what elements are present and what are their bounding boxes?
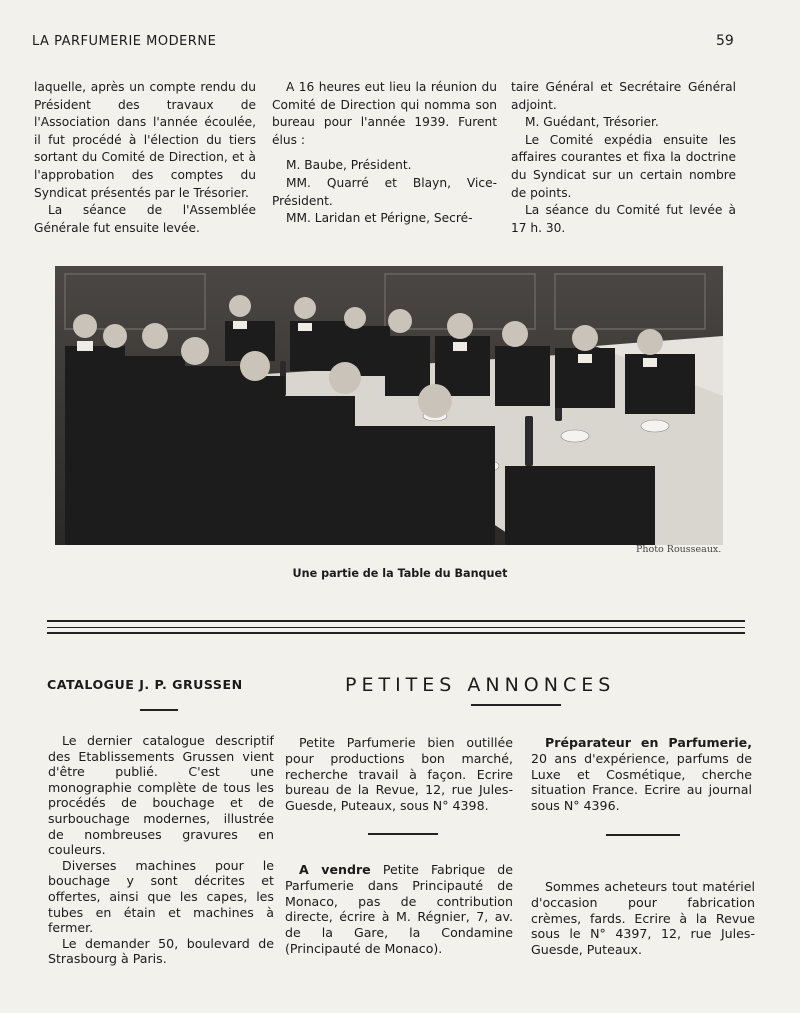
article-column-1 [34, 79, 256, 237]
catalogue-paragraph: Le dernier catalogue descriptif des Etablissements Grussen vient d'être publié. C'est une monographie complète de tous les procédés de bouchage et de surbouchage modernes, illustrée de nombreuses gravures en couleurs. [48, 733, 274, 858]
ad-separator [368, 833, 438, 835]
ad-text: Petite Parfumerie bien outillée pour productions bon marché, recherche travail à façon. Ecrire bureau de la Revue, 12, rue Jules-Guesde, Puteaux, sous N° 4398. [285, 735, 513, 814]
section-divider-top [47, 620, 745, 622]
article-paragraph: M. Baube, Président. [286, 158, 412, 173]
classified-ad-4396 [531, 735, 752, 814]
catalogue-heading-underline [140, 709, 178, 711]
article-paragraph: taire Général et Secrétaire Général adjoint. [511, 80, 736, 112]
article-column-3 [511, 79, 736, 237]
article-paragraph: Le Comité expédia ensuite les affaires courantes et fixa la doctrine du Syndicat sur un certain nombre de points. [511, 132, 736, 200]
running-title: LA PARFUMERIE MODERNE [32, 34, 217, 49]
petites-annonces-heading: PETITES ANNONCES [345, 674, 616, 696]
section-divider-bottom [47, 632, 745, 634]
ad-text: Sommes acheteurs tout matériel d'occasion pour fabrication crèmes, fards. Ecrire à la Revue sous le N° 4397, 12, rue Jules-Guesde, Puteaux. [531, 879, 755, 958]
catalogue-paragraph: Diverses machines pour le bouchage y sont décrites et offertes, ainsi que les capes, les tubes en étain et machines à fermer. [48, 857, 274, 936]
ad-lead: A vendre [299, 862, 371, 877]
article-paragraph: MM. Laridan et Périgne, Secré- [286, 211, 473, 226]
classified-ad-4398 [285, 735, 513, 814]
catalogue-text [48, 733, 274, 967]
catalogue-paragraph: Le demander 50, boulevard de Strasbourg à Paris. [48, 935, 274, 967]
banquet-photograph [55, 266, 723, 545]
classified-ad-monaco [285, 862, 513, 957]
section-divider-middle [47, 627, 745, 628]
ad-text: Petite Fabrique de Parfumerie dans Principauté de Monaco, pas de contribution directe, écrire à M. Régnier, 7, av. de la Gare, la Condamine (Principauté de Monaco). [285, 862, 513, 956]
article-paragraph: laquelle, après un compte rendu du Président des travaux de l'Association dans l'année écoulée, il fut procédé à l'élection du tiers sortant du Comité de Direction, et à l'approbation des comptes du Syndicat présentés par le Trésorier. [34, 80, 256, 200]
article-paragraph: MM. Quarré et Blayn, Vice-Président. [272, 175, 497, 208]
article-paragraph: La séance de l'Assemblée Générale fut ensuite levée. [34, 203, 256, 235]
ad-lead: Préparateur en Parfumerie, [545, 735, 752, 750]
annonces-heading-underline [471, 704, 561, 706]
ad-text: 20 ans d'expérience, parfums de Luxe et Cosmétique, cherche situation France. Ecrire au journal sous N° 4396. [531, 750, 752, 814]
article-paragraph: A 16 heures eut lieu la réunion du Comité de Direction qui nomma son bureau pour l'année 1939. Furent élus : [272, 80, 497, 147]
page-number: 59 [716, 33, 734, 49]
photo-credit: Photo Rousseaux. [636, 544, 722, 555]
article-paragraph: M. Guédant, Trésorier. [525, 115, 659, 130]
article-column-2 [272, 79, 497, 228]
classified-ad-4397 [531, 879, 755, 958]
ad-separator [606, 834, 680, 836]
photo-caption: Une partie de la Table du Banquet [292, 567, 508, 580]
article-paragraph: La séance du Comité fut levée à 17 h. 30. [511, 203, 736, 235]
catalogue-heading: CATALOGUE J. P. GRUSSEN [47, 677, 243, 692]
